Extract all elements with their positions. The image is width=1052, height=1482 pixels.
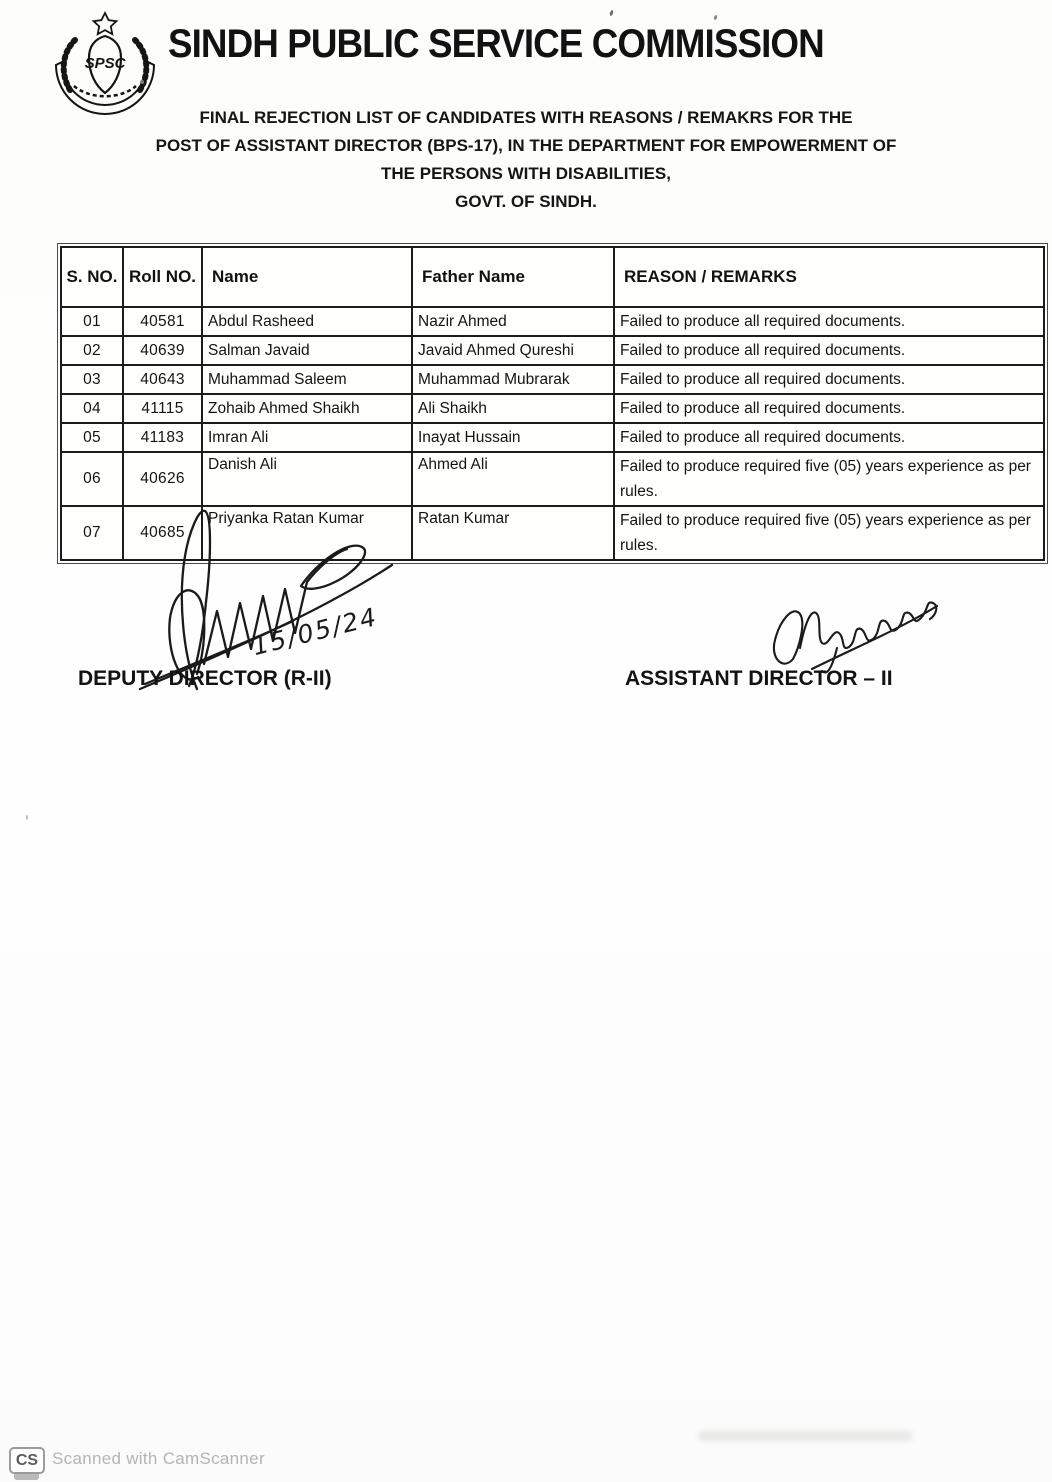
assistant-director-label: ASSISTANT DIRECTOR – II (625, 667, 893, 690)
cell-roll: 40643 (123, 365, 202, 394)
camscanner-icon-tab (14, 1474, 39, 1480)
cell-name: Priyanka Ratan Kumar (202, 506, 412, 560)
cell-reason: Failed to produce all required documents. (614, 365, 1044, 394)
cell-name: Danish Ali (202, 452, 412, 506)
table-row (61, 336, 1044, 365)
assistant-director-signature (774, 602, 937, 672)
scan-smudge (698, 1431, 913, 1441)
cell-roll: 41183 (123, 423, 202, 452)
cell-sno: 05 (61, 423, 123, 452)
rejection-table (60, 246, 1045, 561)
cell-reason: Failed to produce all required documents. (614, 423, 1044, 452)
table-row (61, 506, 1044, 560)
cell-name: Abdul Rasheed (202, 307, 412, 336)
table-row (61, 423, 1044, 452)
cell-father: Nazir Ahmed (412, 307, 614, 336)
subtitle-line-1: FINAL REJECTION LIST OF CANDIDATES WITH REASONS / REMAKRS FOR THE (199, 108, 853, 127)
table-row (61, 452, 1044, 506)
table-header-row (61, 247, 1044, 307)
cell-name: Muhammad Saleem (202, 365, 412, 394)
signature-date: 15/05/24 (249, 601, 381, 662)
camscanner-watermark: Scanned with CamScanner (52, 1449, 265, 1468)
table-row (61, 365, 1044, 394)
cell-name: Salman Javaid (202, 336, 412, 365)
cell-sno: 04 (61, 394, 123, 423)
subtitle-line-2: POST OF ASSISTANT DIRECTOR (BPS-17), IN THE DEPARTMENT FOR EMPOWERMENT OF (155, 136, 897, 155)
scan-speck (609, 10, 614, 17)
cell-father: Muhammad Mubrarak (412, 365, 614, 394)
cell-sno: 06 (61, 452, 123, 506)
cell-reason: Failed to produce required five (05) years experience as per rules. (614, 506, 1044, 560)
cell-name: Zohaib Ahmed Shaikh (202, 394, 412, 423)
cell-father: Inayat Hussain (412, 423, 614, 452)
star-icon (94, 13, 117, 34)
cell-father: Ahmed Ali (412, 452, 614, 506)
col-header-sno: S. NO. (61, 247, 123, 307)
scan-speck (140, 80, 144, 84)
cell-reason: Failed to produce all required documents. (614, 394, 1044, 423)
cell-reason: Failed to produce all required documents. (614, 336, 1044, 365)
cell-sno: 01 (61, 307, 123, 336)
table-row (61, 394, 1044, 423)
cell-reason: Failed to produce required five (05) years experience as per rules. (614, 452, 1044, 506)
scan-speck (26, 815, 28, 820)
cell-sno: 07 (61, 506, 123, 560)
laurel-left (64, 40, 75, 90)
col-header-father: Father Name (412, 247, 614, 307)
table-row (61, 307, 1044, 336)
cell-father: Javaid Ahmed Qureshi (412, 336, 614, 365)
col-header-roll: Roll NO. (123, 247, 202, 307)
subtitle-line-3: THE PERSONS WITH DISABILITIES, (381, 164, 671, 183)
cell-father: Ali Shaikh (412, 394, 614, 423)
subtitle-line-4: GOVT. OF SINDH. (455, 192, 597, 211)
page-title: SINDH PUBLIC SERVICE COMMISSION (168, 22, 824, 66)
col-header-name: Name (202, 247, 412, 307)
col-header-reason: REASON / REMARKS (614, 247, 1044, 307)
cell-sno: 03 (61, 365, 123, 394)
cell-reason: Failed to produce all required documents. (614, 307, 1044, 336)
logo-text: SPSC (84, 55, 126, 72)
deputy-director-label: DEPUTY DIRECTOR (R-II) (78, 667, 332, 690)
cell-roll: 40685 (123, 506, 202, 560)
scan-speck (713, 15, 718, 21)
crescent-script (74, 86, 136, 96)
cell-roll: 41115 (123, 394, 202, 423)
cell-roll: 40639 (123, 336, 202, 365)
camscanner-icon: CS (9, 1447, 45, 1474)
cell-roll: 40626 (123, 452, 202, 506)
cell-sno: 02 (61, 336, 123, 365)
document-subtitle (0, 104, 1052, 216)
cell-father: Ratan Kumar (412, 506, 614, 560)
cell-roll: 40581 (123, 307, 202, 336)
cell-name: Imran Ali (202, 423, 412, 452)
